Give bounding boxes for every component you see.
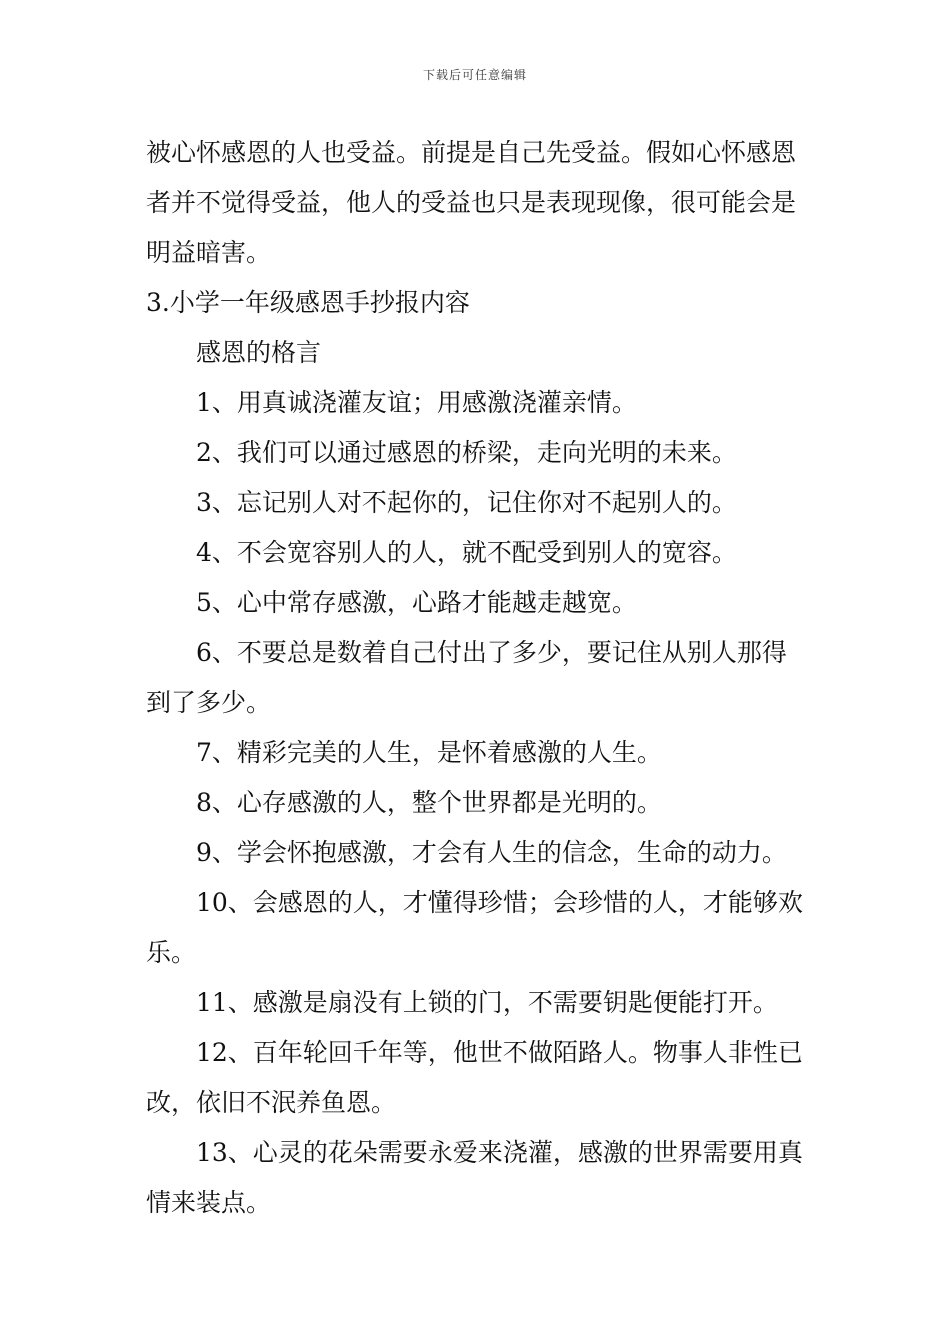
page-header: 下载后可任意编辑 [422, 68, 527, 82]
list-item: 3、忘记别人对不起你的，记住你对不起别人的。 [196, 488, 737, 517]
paragraph-continuation: 被心怀感恩的人也受益。前提是自己先受益。假如心怀感恩者并不觉得受益，他人的受益也只是表现现像，很可能会是明益暗害。 [146, 138, 797, 267]
list-item: 11、感激是扇没有上锁的门，不需要钥匙便能打开。 [196, 988, 778, 1017]
list-item: 2、我们可以通过感恩的桥梁，走向光明的未来。 [196, 438, 737, 467]
list-item: 7、精彩完美的人生，是怀着感激的人生。 [196, 738, 662, 767]
subsection-title: 感恩的格言 [196, 338, 322, 367]
list-item: 4、不会宽容别人的人，就不配受到别人的宽容。 [196, 538, 737, 567]
section-heading: 3.小学一年级感恩手抄报内容 [146, 288, 470, 317]
list-item: 10、会感恩的人，才懂得珍惜；会珍惜的人，才能够欢乐。 [146, 888, 803, 967]
list-item: 13、心灵的花朵需要永爱来浇灌，感激的世界需要用真情来装点。 [146, 1138, 803, 1217]
list-item: 1、用真诚浇灌友谊；用感激浇灌亲情。 [196, 388, 637, 417]
list-item: 8、心存感激的人，整个世界都是光明的。 [196, 788, 662, 817]
list-item: 6、不要总是数着自己付出了多少，要记住从别人那得到了多少。 [146, 638, 787, 717]
list-item: 5、心中常存感激，心路才能越走越宽。 [196, 588, 637, 617]
list-item: 12、百年轮回千年等，他世不做陌路人。物事人非性已改，依旧不泯养鱼恩。 [146, 1038, 803, 1117]
list-item: 9、学会怀抱感激，才会有人生的信念，生命的动力。 [196, 838, 787, 867]
document-body [146, 128, 810, 1228]
